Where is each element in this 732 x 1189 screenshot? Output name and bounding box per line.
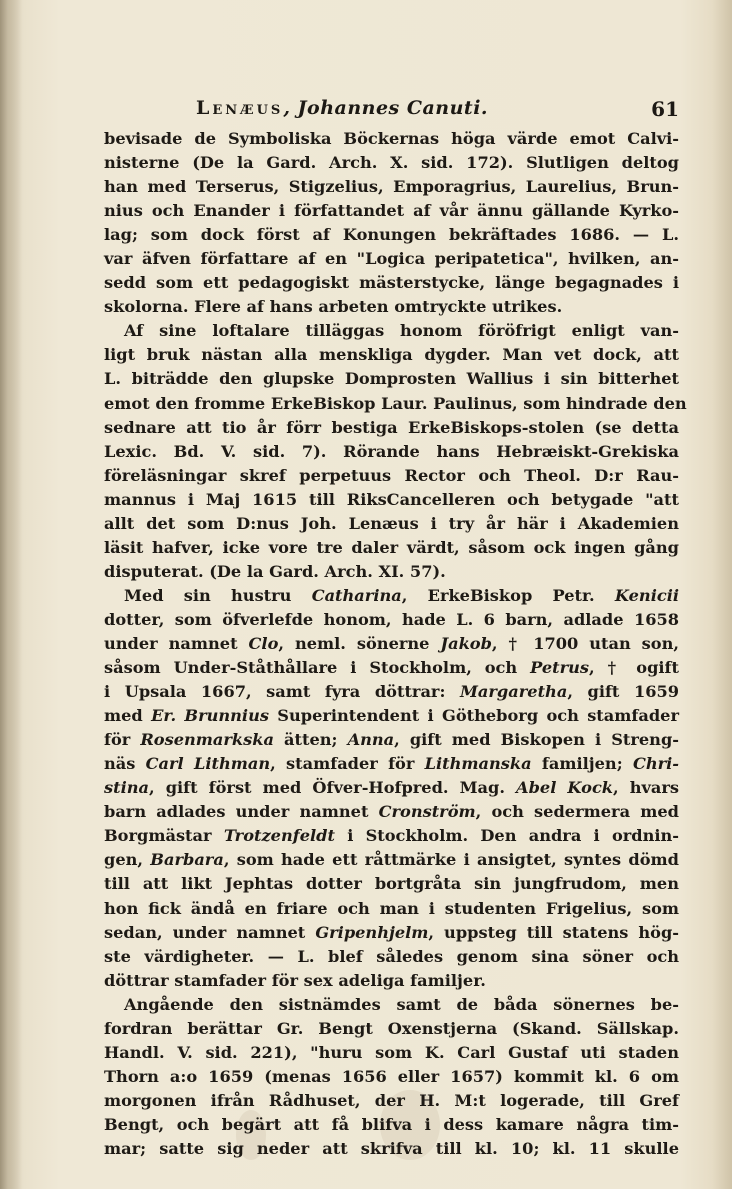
italic-text: Lithmanska bbox=[424, 754, 532, 774]
italic-text: Chri- bbox=[632, 754, 679, 774]
text-run: nius och Enander i författandet af vår ännu gällande Kyrko- bbox=[104, 201, 679, 221]
text-line bbox=[104, 223, 679, 247]
italic-text: Rosenmarkska bbox=[140, 730, 274, 750]
italic-text: Kenicii bbox=[614, 585, 679, 605]
text-run: , hvars bbox=[613, 778, 680, 798]
text-line bbox=[104, 800, 679, 824]
text-line bbox=[104, 127, 679, 151]
text-run: , gift med Biskopen i Streng- bbox=[394, 730, 679, 750]
text-run: sednare att tio år förr bestiga ErkeBiskops-stolen (se detta bbox=[104, 417, 679, 437]
text-run: bevisade de Symboliska Böckernas höga värde emot Calvi- bbox=[104, 129, 679, 148]
text-line bbox=[104, 1017, 679, 1041]
text-line bbox=[104, 1113, 679, 1137]
text-run: , som hade ett råttmärke i ansigtet, syntes dömd bbox=[223, 850, 679, 870]
text-line bbox=[104, 488, 679, 512]
text-run: Lexic. Bd. V. sid. 7). Rörande hans Hebræiskt-Grekiska bbox=[104, 441, 679, 461]
text-line bbox=[104, 824, 679, 848]
text-run: , ErkeBiskop Petr. bbox=[401, 585, 615, 605]
text-run: morgonen ifrån Rådhuset, der H. M:t logerade, till Gref bbox=[104, 1090, 679, 1110]
text-run: var äfven författare af en "Logica peripatetica", hvilken, an- bbox=[104, 249, 679, 269]
text-line bbox=[104, 199, 679, 223]
text-line bbox=[104, 1089, 679, 1113]
text-line bbox=[104, 776, 679, 800]
text-line bbox=[104, 704, 679, 728]
italic-text: Margaretha bbox=[460, 682, 568, 702]
running-head-name: , Johannes Canuti. bbox=[283, 97, 489, 119]
text-run: ätten; bbox=[273, 730, 348, 750]
text-line bbox=[104, 728, 679, 752]
text-line bbox=[104, 921, 679, 945]
text-run: L. biträdde den glupske Domprosten Wallius i sin bitterhet bbox=[104, 369, 679, 389]
text-run: emot den fromme ErkeBiskop Laur. Paulinus, som hindrade den bbox=[104, 393, 687, 413]
text-run: allt det som D:nus Joh. Lenæus i try år här i Akademien bbox=[104, 513, 679, 533]
text-run: ligt bruk nästan alla menskliga dygder. Man vet dock, att bbox=[104, 345, 679, 365]
italic-text: Gripenhjelm bbox=[315, 922, 429, 942]
text-run: lag; som dock först af Konungen bekräftades 1686. — L. bbox=[104, 225, 679, 245]
text-run: Med sin hustru bbox=[124, 585, 312, 605]
text-line bbox=[104, 632, 679, 656]
text-run: , † 1700 utan son, bbox=[491, 633, 679, 653]
text-line bbox=[104, 584, 679, 608]
text-line bbox=[104, 536, 679, 560]
text-run: döttrar stamfader för sex adeliga familjer. bbox=[104, 970, 486, 990]
text-run: fordran berättar Gr. Bengt Oxenstjerna (Skand. Sällskap. bbox=[104, 1018, 679, 1038]
text-run: sedd som ett pedagogiskt mästerstycke, länge begagnades i bbox=[104, 273, 679, 293]
text-run: föreläsningar skref perpetuus Rector och Theol. D:r Rau- bbox=[104, 465, 679, 485]
italic-text: stina bbox=[104, 778, 149, 798]
page-spine-shadow bbox=[0, 0, 22, 1189]
text-run: , och sedermera med bbox=[475, 802, 679, 822]
text-line bbox=[104, 367, 679, 391]
text-run: , uppsteg till statens hög- bbox=[428, 922, 680, 942]
text-line bbox=[104, 848, 679, 872]
text-run: Angående den sistnämdes samt de båda sönernes be- bbox=[124, 994, 679, 1014]
text-line bbox=[104, 247, 679, 271]
text-run: hon fick ändå en friare och man i studenten Frigelius, som bbox=[104, 898, 679, 918]
text-line bbox=[104, 656, 679, 680]
text-line bbox=[104, 752, 679, 776]
text-run: med bbox=[104, 706, 152, 726]
running-head-author: Lenæus bbox=[196, 97, 284, 119]
text-line bbox=[104, 560, 679, 584]
text-run: under namnet bbox=[104, 633, 249, 653]
text-run: nisterne (De la Gard. Arch. X. sid. 172). Slutligen deltog bbox=[104, 153, 679, 173]
page-number: 61 bbox=[651, 97, 679, 121]
text-line bbox=[104, 175, 679, 199]
text-run: gen, bbox=[104, 850, 151, 870]
text-run: ste värdigheter. — L. blef således genom sina söner och bbox=[104, 946, 679, 966]
text-run: , † ogift bbox=[589, 658, 679, 678]
running-head bbox=[196, 97, 488, 119]
text-line bbox=[104, 969, 679, 993]
text-line bbox=[104, 1137, 679, 1161]
text-line bbox=[104, 392, 687, 416]
text-run: , stamfader för bbox=[270, 754, 425, 774]
text-run: Bengt, och begärt att få blifva i dess kamare några tim- bbox=[104, 1114, 679, 1134]
text-line bbox=[104, 872, 679, 896]
text-run: till att likt Jephtas dotter bortgråta sin jungfrudom, men bbox=[104, 874, 679, 894]
text-run: mar; satte sig neder att skrifva till kl. 10; kl. 11 skulle bbox=[104, 1138, 679, 1158]
text-run: , gift 1659 bbox=[567, 682, 680, 702]
text-run: för bbox=[104, 730, 141, 750]
text-line bbox=[104, 512, 679, 536]
text-line bbox=[104, 680, 679, 704]
text-line bbox=[104, 295, 679, 319]
italic-text: Clo bbox=[248, 633, 279, 653]
italic-text: Catharina bbox=[311, 585, 402, 605]
text-line bbox=[104, 151, 679, 175]
text-run: mannus i Maj 1615 till RiksCancelleren och betygade "att bbox=[104, 489, 679, 509]
italic-text: Jakob bbox=[440, 633, 492, 653]
text-line bbox=[104, 440, 679, 464]
text-line bbox=[104, 464, 679, 488]
text-run: skolorna. Flere af hans arbeten omtryckte utrikes. bbox=[104, 297, 563, 317]
text-run: barn adlades under namnet bbox=[104, 802, 379, 822]
text-line bbox=[104, 993, 679, 1017]
text-run: i Upsala 1667, samt fyra döttrar: bbox=[104, 682, 460, 702]
text-line bbox=[104, 897, 679, 921]
text-run: disputerat. (De la Gard. Arch. XI. 57). bbox=[104, 561, 446, 581]
text-line bbox=[104, 608, 679, 632]
italic-text: Carl Lithman bbox=[145, 754, 271, 774]
text-run: familjen; bbox=[531, 754, 633, 774]
text-line bbox=[104, 945, 679, 969]
italic-text: Anna bbox=[347, 730, 395, 750]
text-run: Af sine loftalare tilläggas honom föröfrigt enligt van- bbox=[124, 321, 679, 341]
text-run: , gift först med Öfver-Hofpred. Mag. bbox=[149, 778, 517, 798]
body-text bbox=[104, 127, 687, 1161]
text-run: näs bbox=[104, 754, 146, 774]
text-run: Thorn a:o 1659 (menas 1656 eller 1657) kommit kl. 6 om bbox=[104, 1066, 679, 1086]
text-run: dotter, som öfverlefde honom, hade L. 6 barn, adlade 1658 bbox=[104, 609, 679, 629]
italic-text: Trotzenfeldt bbox=[223, 826, 335, 846]
text-run: , neml. sönerne bbox=[278, 633, 441, 653]
text-run: såsom Under-Ståthållare i Stockholm, och bbox=[104, 658, 531, 678]
text-run: Superintendent i Götheborg och stamfader bbox=[268, 706, 680, 726]
text-line bbox=[104, 1041, 679, 1065]
italic-text: Cronström bbox=[378, 802, 476, 822]
text-line bbox=[104, 1065, 679, 1089]
text-run: i Stockholm. Den andra i ordnin- bbox=[334, 826, 679, 846]
italic-text: Barbara bbox=[150, 850, 224, 870]
text-run: Borgmästar bbox=[104, 826, 224, 846]
text-line bbox=[104, 416, 679, 440]
text-line bbox=[104, 271, 679, 295]
italic-text: Er. Brunnius bbox=[151, 706, 269, 726]
text-line bbox=[104, 319, 679, 343]
italic-text: Abel Kock bbox=[516, 778, 614, 798]
page-header bbox=[104, 97, 679, 127]
text-run: han med Terserus, Stigzelius, Emporagrius, Laurelius, Brun- bbox=[104, 177, 679, 197]
text-run: läsit hafver, icke vore tre daler värdt, såsom ock ingen gång bbox=[104, 537, 679, 557]
text-run: sedan, under namnet bbox=[104, 922, 316, 942]
italic-text: Petrus bbox=[530, 658, 590, 678]
text-run: Handl. V. sid. 221), "huru som K. Carl Gustaf uti staden bbox=[104, 1042, 679, 1062]
text-line bbox=[104, 343, 679, 367]
